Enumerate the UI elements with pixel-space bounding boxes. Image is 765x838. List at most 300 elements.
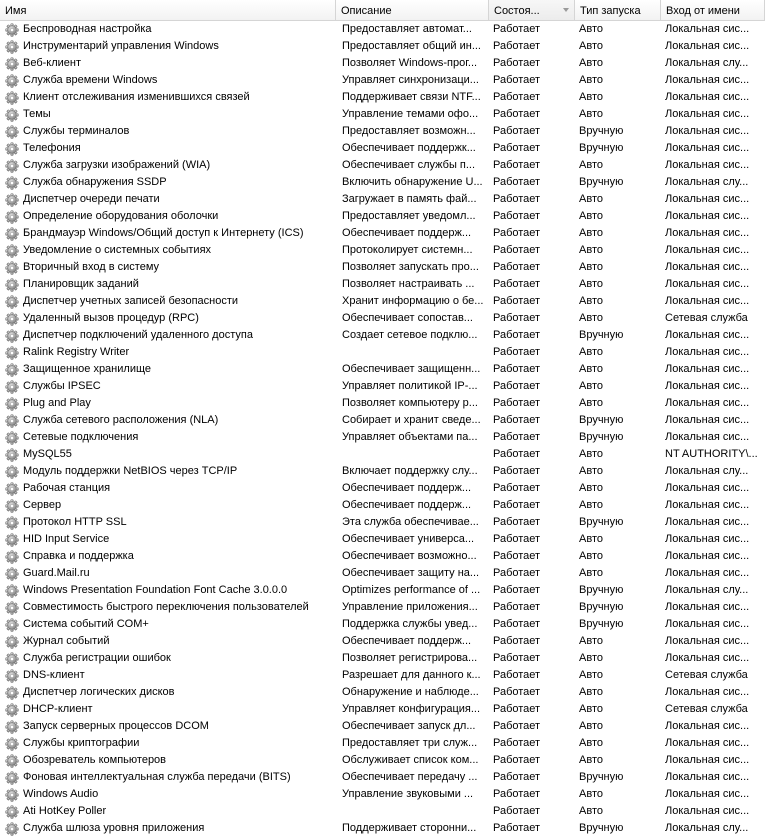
- service-description-cell: Обеспечивает поддерж...: [342, 482, 472, 494]
- service-description-cell: Обеспечивает защищенн...: [342, 363, 481, 375]
- service-description-cell: Предоставляет автомат...: [342, 23, 472, 35]
- service-startup-type-cell: Авто: [579, 465, 603, 477]
- service-description-cell: [336, 803, 489, 820]
- service-description-cell: Включает поддержку слу...: [342, 465, 478, 477]
- service-startup-type-cell: Авто: [579, 397, 603, 409]
- service-log-on-as-cell: Локальная сис...: [665, 74, 750, 86]
- service-row[interactable]: [0, 752, 765, 769]
- service-name-cell: [0, 89, 336, 106]
- column-header-log-on-as[interactable]: Вход от имени: [661, 0, 765, 20]
- service-description-cell: Обеспечивает сопостав...: [342, 312, 473, 324]
- service-log-on-as-cell: Локальная сис...: [665, 805, 750, 817]
- service-log-on-as-cell: Локальная сис...: [665, 346, 750, 358]
- service-log-on-as-cell: Локальная сис...: [665, 108, 750, 120]
- service-startup-type-cell: Авто: [579, 380, 603, 392]
- service-row[interactable]: [0, 497, 765, 514]
- service-name-text: Удаленный вызов процедур (RPC): [23, 312, 199, 324]
- service-startup-type-cell: Авто: [579, 312, 603, 324]
- service-description-cell: Управляет объектами па...: [342, 431, 478, 443]
- service-log-on-as-cell: Локальная сис...: [665, 737, 750, 749]
- service-startup-type-cell: Вручную: [579, 584, 624, 596]
- service-startup-type-cell: Авто: [579, 159, 603, 171]
- column-header-description[interactable]: Описание: [336, 0, 489, 20]
- service-row[interactable]: [0, 786, 765, 803]
- gear-icon: [5, 176, 19, 190]
- service-name-cell: [0, 157, 336, 174]
- service-status-cell: Работает: [493, 397, 541, 409]
- service-name-text: Уведомление о системных событиях: [23, 244, 212, 256]
- service-status-cell: Работает: [493, 227, 541, 239]
- service-description-cell: Поддерживает сторонни...: [342, 822, 477, 834]
- service-status-cell: Работает: [493, 448, 541, 460]
- service-row[interactable]: [0, 650, 765, 667]
- service-startup-type-cell: Авто: [579, 533, 603, 545]
- gear-icon: [5, 516, 19, 530]
- service-name-text: Windows Presentation Foundation Font Cache 3.0.0.0: [23, 584, 288, 596]
- service-name-text: Guard.Mail.ru: [23, 567, 90, 579]
- service-log-on-as-cell: Локальная сис...: [665, 295, 750, 307]
- service-description-cell: Обеспечивает универса...: [342, 533, 475, 545]
- service-name-text: Вторичный вход в систему: [23, 261, 160, 273]
- service-status-cell: Работает: [493, 125, 541, 137]
- gear-icon: [5, 57, 19, 71]
- service-log-on-as-cell: Сетевая служба: [665, 703, 748, 715]
- gear-icon: [5, 193, 19, 207]
- services-rows: [0, 21, 765, 837]
- gear-icon: [5, 414, 19, 428]
- service-description-cell: Хранит информацию о бе...: [342, 295, 484, 307]
- service-name-text: Службы терминалов: [23, 125, 130, 137]
- service-startup-type-cell: Авто: [579, 23, 603, 35]
- service-row[interactable]: [0, 378, 765, 395]
- service-row[interactable]: [0, 735, 765, 752]
- service-name-cell: [0, 429, 336, 446]
- service-name-cell: [0, 582, 336, 599]
- gear-icon: [5, 601, 19, 615]
- service-name-text: HID Input Service: [23, 533, 110, 545]
- service-startup-type-cell: Авто: [579, 482, 603, 494]
- service-log-on-as-cell: Локальная сис...: [665, 499, 750, 511]
- service-description-cell: Предоставляет общий ин...: [342, 40, 481, 52]
- service-description-cell: Позволяет компьютеру р...: [342, 397, 478, 409]
- service-description-cell: Обеспечивает поддерж...: [342, 227, 472, 239]
- service-name-cell: [0, 497, 336, 514]
- service-status-cell: Работает: [493, 737, 541, 749]
- service-name-text: DNS-клиент: [23, 669, 85, 681]
- service-row[interactable]: [0, 157, 765, 174]
- service-row[interactable]: [0, 633, 765, 650]
- column-header-status[interactable]: [489, 0, 575, 20]
- service-startup-type-cell: Авто: [579, 737, 603, 749]
- service-log-on-as-cell: Локальная сис...: [665, 23, 750, 35]
- service-row[interactable]: [0, 548, 765, 565]
- service-row[interactable]: [0, 242, 765, 259]
- service-name-cell: [0, 786, 336, 803]
- service-row[interactable]: [0, 174, 765, 191]
- service-name-text: Темы: [23, 108, 51, 120]
- service-startup-type-cell: Авто: [579, 210, 603, 222]
- service-name-cell: [0, 55, 336, 72]
- service-status-cell: Работает: [493, 210, 541, 222]
- service-row[interactable]: [0, 599, 765, 616]
- service-description-cell: Обслуживает список ком...: [342, 754, 479, 766]
- gear-icon: [5, 159, 19, 173]
- service-row[interactable]: [0, 514, 765, 531]
- service-name-text: Служба времени Windows: [23, 74, 158, 86]
- service-status-cell: Работает: [493, 550, 541, 562]
- service-row[interactable]: [0, 327, 765, 344]
- gear-icon: [5, 261, 19, 275]
- service-name-cell: [0, 140, 336, 157]
- service-description-cell: Предоставляет три служ...: [342, 737, 478, 749]
- service-name-text: Диспетчер подключений удаленного доступа: [23, 329, 253, 341]
- service-log-on-as-cell: Сетевая служба: [665, 669, 748, 681]
- service-row[interactable]: [0, 701, 765, 718]
- service-description-cell: Управление звуковыми ...: [342, 788, 474, 800]
- service-status-cell: Работает: [493, 822, 541, 834]
- service-row[interactable]: [0, 565, 765, 582]
- service-log-on-as-cell: Локальная сис...: [665, 193, 750, 205]
- service-status-cell: Работает: [493, 312, 541, 324]
- service-name-text: Диспетчер учетных записей безопасности: [23, 295, 239, 307]
- service-description-cell: Обеспечивает поддерж...: [342, 499, 472, 511]
- service-row[interactable]: [0, 225, 765, 242]
- service-row[interactable]: [0, 803, 765, 820]
- service-name-cell: [0, 344, 336, 361]
- service-description-cell: Optimizes performance of ...: [342, 584, 481, 596]
- service-status-cell: Работает: [493, 618, 541, 630]
- service-row[interactable]: [0, 140, 765, 157]
- service-name-text: Совместимость быстрого переключения пользователей: [23, 601, 309, 613]
- service-row[interactable]: [0, 463, 765, 480]
- service-name-cell: [0, 259, 336, 276]
- service-status-cell: Работает: [493, 465, 541, 477]
- service-name-text: Фоновая интеллектуальная служба передачи (BITS): [23, 771, 291, 783]
- service-status-cell: Работает: [493, 635, 541, 647]
- service-log-on-as-cell: Локальная сис...: [665, 159, 750, 171]
- service-name-cell: [0, 633, 336, 650]
- service-name-text: Планировщик заданий: [23, 278, 139, 290]
- service-description-cell: Управление темами офо...: [342, 108, 479, 120]
- service-name-cell: [0, 293, 336, 310]
- service-status-cell: Работает: [493, 261, 541, 273]
- service-log-on-as-cell: Локальная слу...: [665, 822, 749, 834]
- service-log-on-as-cell: Локальная сис...: [665, 397, 750, 409]
- service-name-cell: [0, 701, 336, 718]
- service-status-cell: Работает: [493, 601, 541, 613]
- gear-icon: [5, 635, 19, 649]
- service-row[interactable]: [0, 531, 765, 548]
- service-description-cell: Обнаружение и наблюде...: [342, 686, 479, 698]
- service-startup-type-cell: Авто: [579, 346, 603, 358]
- gear-icon: [5, 703, 19, 717]
- service-name-text: Защищенное хранилище: [23, 363, 152, 375]
- service-startup-type-cell: Авто: [579, 74, 603, 86]
- service-startup-type-cell: Авто: [579, 635, 603, 647]
- service-log-on-as-cell: Локальная сис...: [665, 771, 750, 783]
- service-row[interactable]: [0, 38, 765, 55]
- service-name-cell: [0, 752, 336, 769]
- service-startup-type-cell: Авто: [579, 567, 603, 579]
- service-startup-type-cell: Авто: [579, 669, 603, 681]
- service-status-cell: Работает: [493, 74, 541, 86]
- service-description-cell: Загружает в память фай...: [342, 193, 477, 205]
- service-row[interactable]: [0, 55, 765, 72]
- service-startup-type-cell: Авто: [579, 720, 603, 732]
- service-startup-type-cell: Вручную: [579, 516, 624, 528]
- service-row[interactable]: [0, 208, 765, 225]
- service-startup-type-cell: Авто: [579, 295, 603, 307]
- service-name-text: Ati HotKey Poller: [23, 805, 107, 817]
- service-name-text: Телефония: [23, 142, 81, 154]
- gear-icon: [5, 448, 19, 462]
- column-header-startup-type[interactable]: Тип запуска: [575, 0, 661, 20]
- column-header-name[interactable]: Имя: [0, 0, 336, 20]
- service-log-on-as-cell: Локальная сис...: [665, 431, 750, 443]
- service-log-on-as-cell: Локальная сис...: [665, 142, 750, 154]
- service-row[interactable]: [0, 395, 765, 412]
- service-description-cell: Предоставляет возможн...: [342, 125, 476, 137]
- service-startup-type-cell: Вручную: [579, 822, 624, 834]
- service-row[interactable]: [0, 72, 765, 89]
- service-row[interactable]: [0, 344, 765, 361]
- service-log-on-as-cell: Локальная сис...: [665, 278, 750, 290]
- service-description-cell: Обеспечивает службы п...: [342, 159, 476, 171]
- service-startup-type-cell: Вручную: [579, 618, 624, 630]
- service-log-on-as-cell: Локальная сис...: [665, 363, 750, 375]
- service-row[interactable]: [0, 361, 765, 378]
- service-row[interactable]: [0, 191, 765, 208]
- service-log-on-as-cell: Локальная сис...: [665, 567, 750, 579]
- service-log-on-as-cell: Локальная сис...: [665, 414, 750, 426]
- service-description-cell: Предоставляет уведомл...: [342, 210, 476, 222]
- service-log-on-as-cell: Локальная сис...: [665, 652, 750, 664]
- gear-icon: [5, 142, 19, 156]
- service-name-cell: [0, 242, 336, 259]
- service-name-cell: [0, 446, 336, 463]
- gear-icon: [5, 669, 19, 683]
- gear-icon: [5, 40, 19, 54]
- service-startup-type-cell: Авто: [579, 363, 603, 375]
- service-description-cell: Обеспечивает передачу ...: [342, 771, 478, 783]
- gear-icon: [5, 431, 19, 445]
- service-row[interactable]: [0, 480, 765, 497]
- gear-icon: [5, 720, 19, 734]
- service-log-on-as-cell: Локальная сис...: [665, 380, 750, 392]
- service-status-cell: Работает: [493, 584, 541, 596]
- service-name-text: Служба регистрации ошибок: [23, 652, 171, 664]
- gear-icon: [5, 244, 19, 258]
- service-row[interactable]: [0, 820, 765, 837]
- service-row[interactable]: [0, 106, 765, 123]
- service-name-cell: [0, 395, 336, 412]
- gear-icon: [5, 584, 19, 598]
- service-name-cell: [0, 21, 336, 38]
- service-log-on-as-cell: Локальная сис...: [665, 482, 750, 494]
- service-row[interactable]: [0, 684, 765, 701]
- service-row[interactable]: [0, 718, 765, 735]
- gear-icon: [5, 227, 19, 241]
- service-log-on-as-cell: Локальная сис...: [665, 720, 750, 732]
- gear-icon: [5, 771, 19, 785]
- service-name-text: Веб-клиент: [23, 57, 82, 69]
- service-name-cell: [0, 565, 336, 582]
- gear-icon: [5, 312, 19, 326]
- service-row[interactable]: [0, 21, 765, 38]
- service-description-cell: Собирает и хранит сведе...: [342, 414, 481, 426]
- service-status-cell: Работает: [493, 142, 541, 154]
- service-status-cell: Работает: [493, 686, 541, 698]
- service-name-cell: [0, 599, 336, 616]
- service-name-text: MySQL55: [23, 448, 72, 460]
- service-name-cell: [0, 276, 336, 293]
- service-name-cell: [0, 820, 336, 837]
- service-description-cell: Протоколирует системн...: [342, 244, 473, 256]
- service-status-cell: Работает: [493, 363, 541, 375]
- service-description-cell: [336, 446, 489, 463]
- gear-icon: [5, 74, 19, 88]
- service-startup-type-cell: Вручную: [579, 771, 624, 783]
- service-log-on-as-cell: Локальная сис...: [665, 516, 750, 528]
- service-log-on-as-cell: NT AUTHORITY\...: [665, 448, 758, 460]
- service-name-cell: [0, 412, 336, 429]
- service-log-on-as-cell: Локальная слу...: [665, 465, 749, 477]
- service-name-text: Plug and Play: [23, 397, 91, 409]
- service-status-cell: Работает: [493, 159, 541, 171]
- service-name-text: Служба обнаружения SSDP: [23, 176, 167, 188]
- service-name-text: Инструментарий управления Windows: [23, 40, 219, 52]
- service-description-cell: Создает сетевое подклю...: [342, 329, 478, 341]
- service-status-cell: Работает: [493, 91, 541, 103]
- service-name-cell: [0, 480, 336, 497]
- service-description-cell: Позволяет запускать про...: [342, 261, 479, 273]
- service-log-on-as-cell: Локальная сис...: [665, 550, 750, 562]
- service-name-cell: [0, 803, 336, 820]
- service-row[interactable]: [0, 412, 765, 429]
- service-description-cell: Разрешает для данного к...: [342, 669, 481, 681]
- service-log-on-as-cell: Локальная сис...: [665, 244, 750, 256]
- service-log-on-as-cell: Локальная сис...: [665, 788, 750, 800]
- service-name-text: Модуль поддержки NetBIOS через TCP/IP: [23, 465, 238, 477]
- service-log-on-as-cell: Локальная сис...: [665, 40, 750, 52]
- gear-icon: [5, 499, 19, 513]
- service-name-cell: [0, 225, 336, 242]
- service-description-cell: Поддержка службы увед...: [342, 618, 478, 630]
- service-name-text: Windows Audio: [23, 788, 99, 800]
- gear-icon: [5, 380, 19, 394]
- gear-icon: [5, 125, 19, 139]
- service-name-cell: [0, 191, 336, 208]
- service-status-cell: Работает: [493, 23, 541, 35]
- gear-icon: [5, 278, 19, 292]
- service-row[interactable]: [0, 667, 765, 684]
- column-header-status-label: Состоя...: [494, 5, 540, 17]
- service-log-on-as-cell: Локальная сис...: [665, 601, 750, 613]
- service-name-text: Запуск серверных процессов DCOM: [23, 720, 209, 732]
- column-header-bar: [0, 0, 765, 21]
- service-status-cell: Работает: [493, 244, 541, 256]
- service-name-cell: [0, 616, 336, 633]
- service-name-cell: [0, 38, 336, 55]
- service-row[interactable]: [0, 429, 765, 446]
- sort-descending-icon: [563, 8, 569, 12]
- service-status-cell: Работает: [493, 176, 541, 188]
- service-name-cell: [0, 378, 336, 395]
- service-row[interactable]: [0, 123, 765, 140]
- service-startup-type-cell: Авто: [579, 448, 603, 460]
- service-status-cell: Работает: [493, 533, 541, 545]
- service-row[interactable]: [0, 446, 765, 463]
- service-name-text: Служба загрузки изображений (WIA): [23, 159, 211, 171]
- service-name-cell: [0, 72, 336, 89]
- service-name-text: Обозреватель компьютеров: [23, 754, 167, 766]
- service-log-on-as-cell: Локальная сис...: [665, 125, 750, 137]
- gear-icon: [5, 108, 19, 122]
- service-description-cell: Обеспечивает возможно...: [342, 550, 477, 562]
- service-startup-type-cell: Вручную: [579, 125, 624, 137]
- service-name-text: DHCP-клиент: [23, 703, 93, 715]
- service-name-cell: [0, 548, 336, 565]
- service-status-cell: Работает: [493, 414, 541, 426]
- service-startup-type-cell: Авто: [579, 108, 603, 120]
- service-description-cell: Позволяет настраивать ...: [342, 278, 475, 290]
- service-row[interactable]: [0, 276, 765, 293]
- service-row[interactable]: [0, 310, 765, 327]
- gear-icon: [5, 397, 19, 411]
- service-row[interactable]: [0, 89, 765, 106]
- service-name-text: Сетевые подключения: [23, 431, 139, 443]
- service-status-cell: Работает: [493, 431, 541, 443]
- service-name-text: Служба сетевого расположения (NLA): [23, 414, 219, 426]
- service-name-cell: [0, 106, 336, 123]
- service-row[interactable]: [0, 769, 765, 786]
- service-status-cell: Работает: [493, 329, 541, 341]
- service-status-cell: Работает: [493, 567, 541, 579]
- service-status-cell: Работает: [493, 482, 541, 494]
- service-log-on-as-cell: Локальная сис...: [665, 618, 750, 630]
- service-name-text: Диспетчер логических дисков: [23, 686, 175, 698]
- service-log-on-as-cell: Локальная сис...: [665, 329, 750, 341]
- service-name-cell: [0, 667, 336, 684]
- service-status-cell: Работает: [493, 754, 541, 766]
- service-log-on-as-cell: Локальная сис...: [665, 227, 750, 239]
- service-name-cell: [0, 123, 336, 140]
- service-status-cell: Работает: [493, 499, 541, 511]
- service-startup-type-cell: Вручную: [579, 431, 624, 443]
- service-startup-type-cell: Вручную: [579, 142, 624, 154]
- service-row[interactable]: [0, 582, 765, 599]
- service-name-cell: [0, 361, 336, 378]
- service-startup-type-cell: Авто: [579, 754, 603, 766]
- service-startup-type-cell: Авто: [579, 278, 603, 290]
- service-name-cell: [0, 463, 336, 480]
- service-row[interactable]: [0, 259, 765, 276]
- service-name-cell: [0, 769, 336, 786]
- service-row[interactable]: [0, 293, 765, 310]
- service-name-cell: [0, 650, 336, 667]
- service-startup-type-cell: Авто: [579, 652, 603, 664]
- service-startup-type-cell: Вручную: [579, 414, 624, 426]
- service-description-cell: Управляет синхронизаци...: [342, 74, 479, 86]
- service-startup-type-cell: Авто: [579, 805, 603, 817]
- service-startup-type-cell: Вручную: [579, 176, 624, 188]
- gear-icon: [5, 210, 19, 224]
- service-status-cell: Работает: [493, 516, 541, 528]
- service-description-cell: Обеспечивает поддерж...: [342, 635, 472, 647]
- gear-icon: [5, 533, 19, 547]
- service-startup-type-cell: Авто: [579, 703, 603, 715]
- service-row[interactable]: [0, 616, 765, 633]
